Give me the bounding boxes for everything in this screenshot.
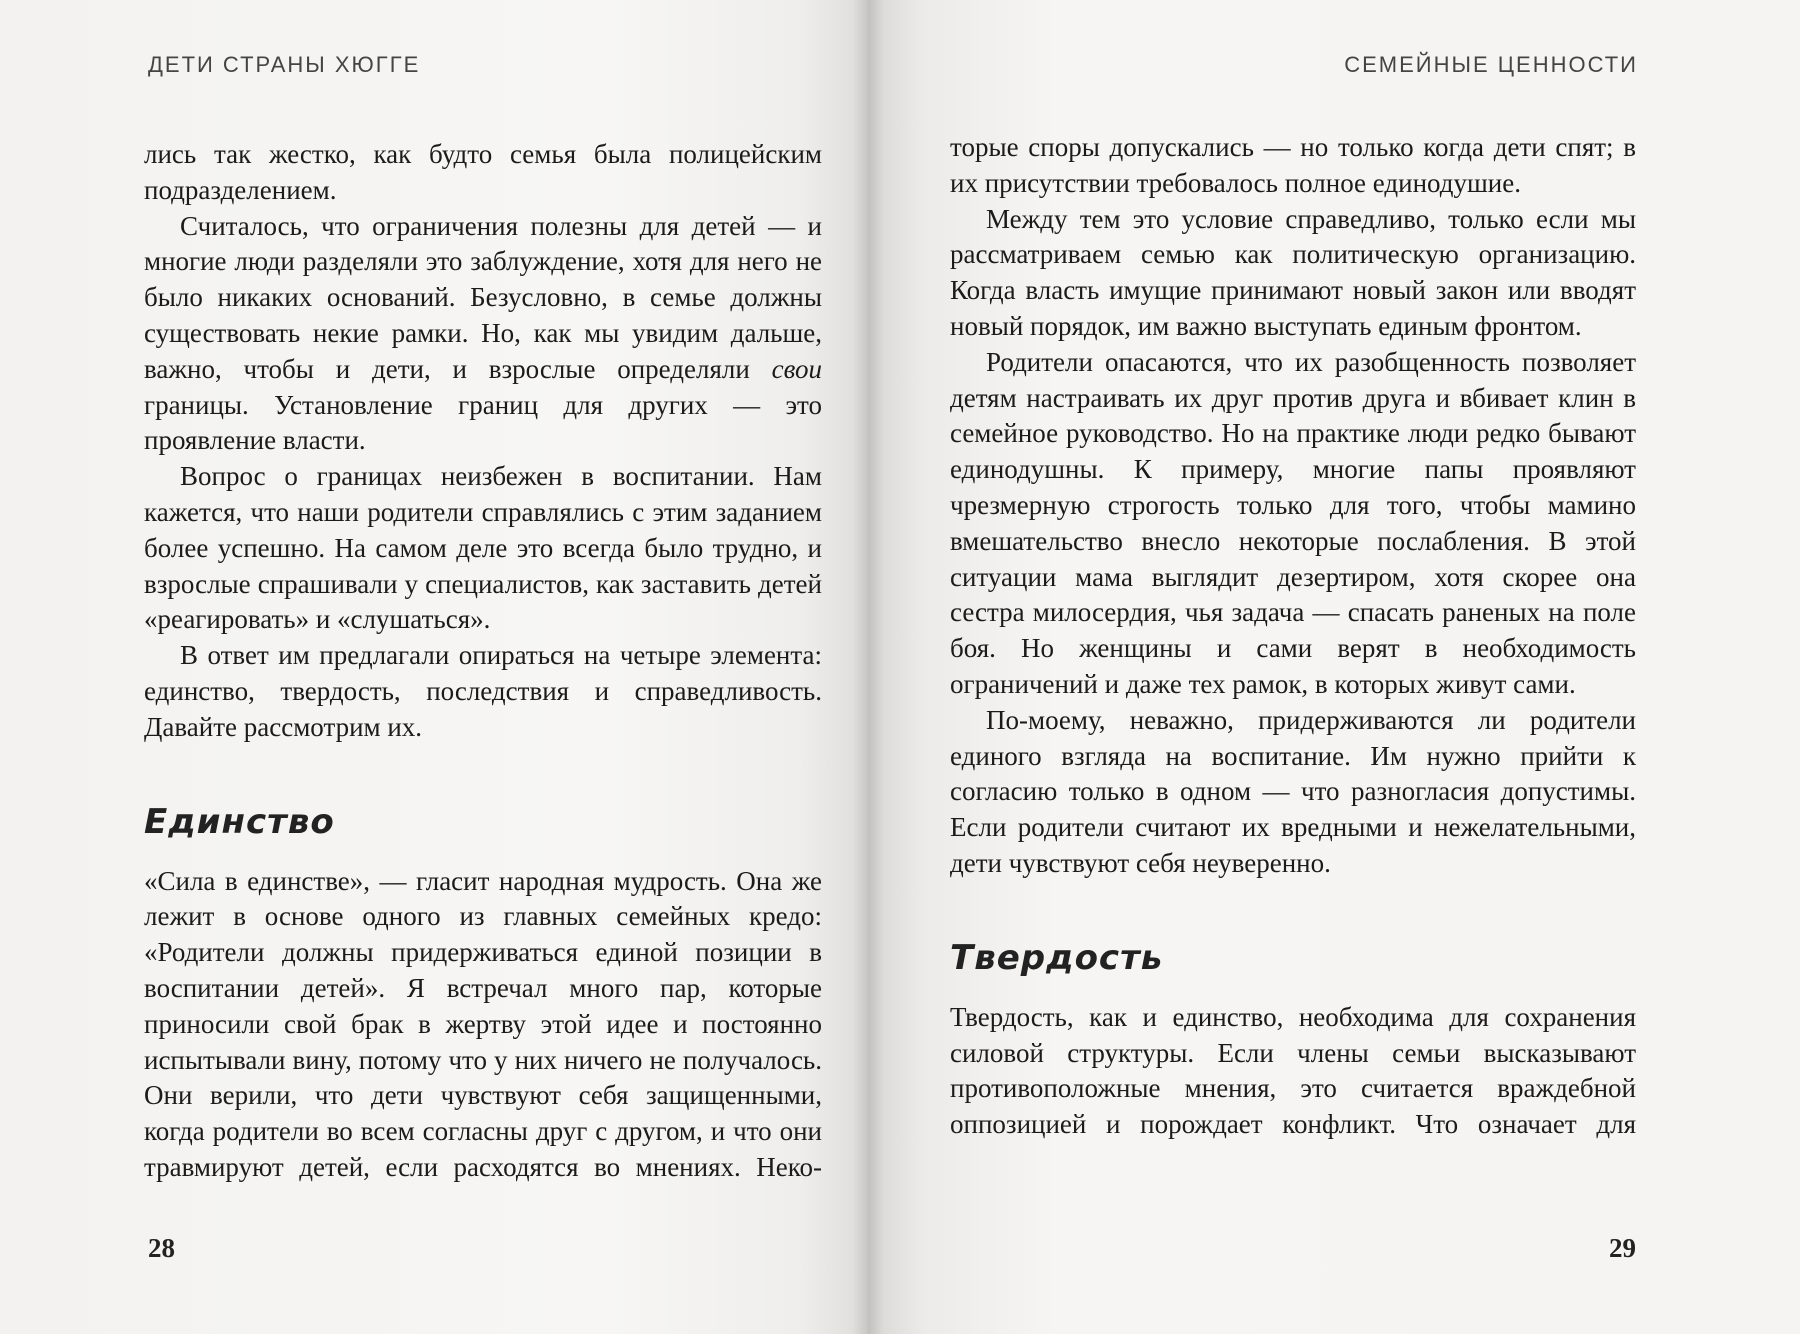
paragraph: Между тем это условие справедливо, только если мы рассматриваем семью как политическую организацию. Когда власть имущие принимают новый закон или вводят новый порядок, им важно выступать единым фронтом. [950,203,1636,341]
left-page-body [144,137,822,1186]
paragraph: «Сила в единстве», — гласит народная мудрость. Она же лежит в основе одного из главных семейных кредо: «Родители должны придерживаться единой позиции в воспитании детей». Я встречал много пар, которые приносили свой брак в жертву этой идее и постоянно испытывали вину, потому что у них ничего не получалось. Они верили, что дети чувствуют себя защищенными, когда родители во всем согласны друг с другом, и что они травмируют детей, если расходятся во мнениях. Неко- [144,865,822,1182]
paragraph: лись так жестко, как будто семья была полицейским подразделением. [144,139,822,205]
right-page [868,0,1800,1334]
left-page [0,0,868,1334]
page-number-right: 29 [1609,1233,1636,1263]
paragraph: Родители опасаются, что их разобщенность позволяет детям настраивать их друг против друга и вбивает клин в семейное руководство. Но на практике люди редко бывают единодушны. К примеру, многие папы проявляют чрезмерную строгость только для того, чтобы мамино вмешательство внесло некоторые послабления. В этой ситуации мама выглядит дезертиром, хотя скорее она сестра милосердия, чья задача — спасать раненых на поле боя. Но женщины и сами верят в необходимость ограничений и даже тех рамок, в которых живут сами. [950,346,1636,699]
paragraph: Твердость, как и единство, необходима для сохранения силовой структуры. Если члены семьи высказывают противоположные мнения, это считается враждебной оппозицией и порождает конфликт. Что означает для [950,1001,1636,1140]
running-head-right: СЕМЕЙНЫЕ ЦЕННОСТИ [1344,52,1638,77]
section-heading: Единство [144,801,335,842]
paragraph: Вопрос о границах неизбежен в воспитании. Нам кажется, что наши родители справлялись с этим заданием более успешно. На самом деле это всегда было трудно, и взрослые спрашивали у специалистов, как заставить детей «реагировать» и «слушаться». [144,461,822,635]
paragraph [144,209,822,460]
paragraph: В ответ им предлагали опираться на четыре элемента: единство, твердость, последствия и справедливость. Давайте рассмотрим их. [144,640,822,742]
page-number-left: 28 [148,1233,175,1263]
paragraph-text: границы. Установление границ для других — это проявление власти. [144,389,822,456]
emphasized-word: свои [771,353,823,384]
paragraph: торые споры допускались — но только когда дети спят; в их присутствии требовалось полное единодушие. [950,132,1636,198]
paragraph-text: Считалось, что ограничения полезны для детей — и многие люди разделяли это заблуждение, хотя для него не было никаких оснований. Безусловно, в семье должны существовать некие рамки. Но, как мы увидим дальше, важно, чтобы и дети, и взрослые определяли [144,210,822,384]
paragraph: По-моему, неважно, придерживаются ли родители единого взгляда на воспитание. Им нужно прийти к согласию только в одном — что разногласия допустимы. Если родители считают их вредными и нежелательными, дети чувствуют себя неуверенно. [950,704,1636,878]
running-head-left: ДЕТИ СТРАНЫ ХЮГГЕ [148,52,421,77]
book-gutter-shadow [852,0,884,1334]
section-heading: Твердость [950,937,1164,978]
right-page-body [950,130,1636,1143]
